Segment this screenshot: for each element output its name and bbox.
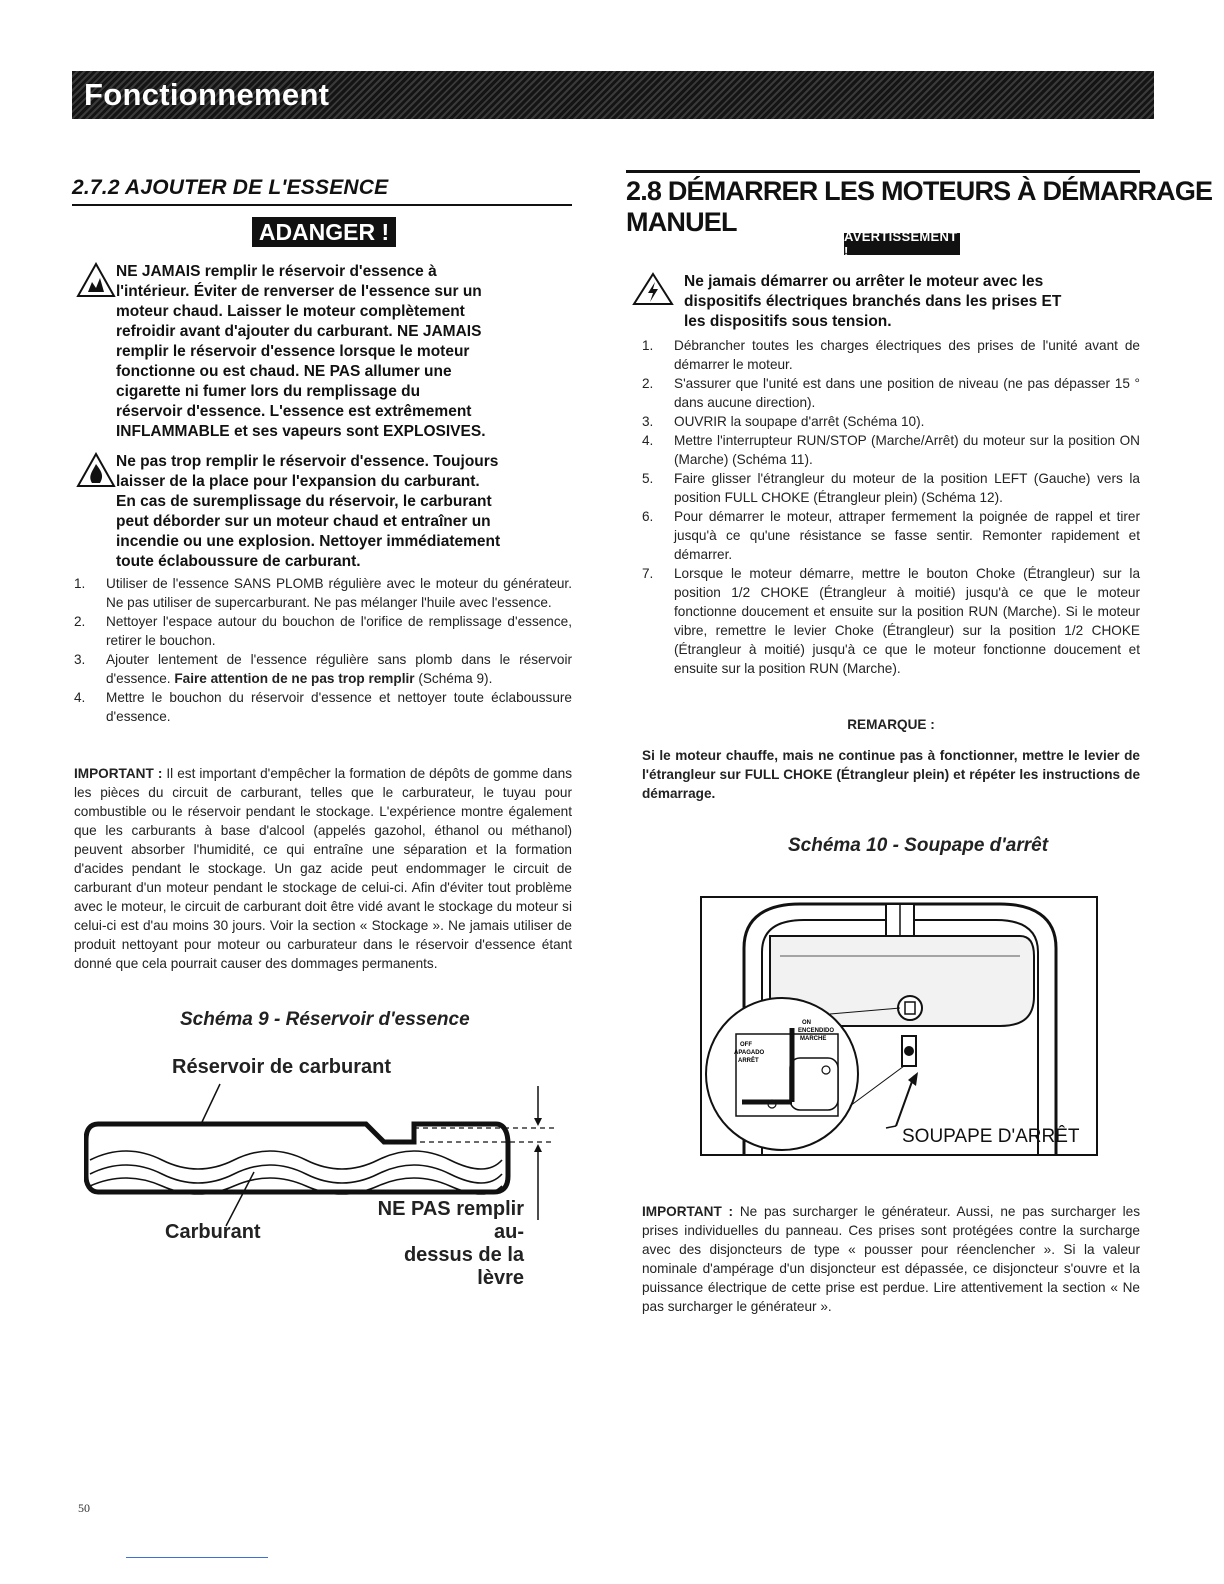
danger-line: l'intérieur. Éviter de renverser de l'essence sur un bbox=[116, 283, 482, 300]
fuel-valve-diagram bbox=[700, 896, 1100, 1158]
figure-10-caption: Schéma 10 - Soupape d'arrêt bbox=[788, 835, 1049, 856]
danger-text-1 bbox=[76, 262, 576, 442]
warning-line: Ne jamais démarrer ou arrêter le moteur avec les bbox=[684, 273, 1044, 290]
warning-label: AVERTISSEMENT ! bbox=[844, 229, 958, 259]
danger-line: fonctionne ou est chaud. NE PAS allumer une bbox=[116, 363, 452, 380]
shutoff-valve-label: SOUPAPE D'ARRÊT bbox=[902, 1126, 1080, 1147]
danger-line: moteur chaud. Laisser le moteur complètement bbox=[116, 303, 465, 320]
switch-label-marche: MARCHE bbox=[800, 1036, 827, 1042]
danger-line: incendie ou une explosion. Nettoyer immédiatement bbox=[116, 533, 501, 550]
list-item: 2. S'assurer que l'unité est dans une position de niveau (ne pas dépasser 15 ° dans aucune direction). bbox=[642, 376, 1140, 410]
list-item: 4. Mettre l'interrupteur RUN/STOP (Marche/Arrêt) du moteur sur la position ON (Marche) (Schéma 11). bbox=[642, 433, 1140, 467]
warning-text bbox=[636, 272, 1144, 332]
section-title-2-8: 2.8 DÉMARRER LES MOTEURS À DÉMARRAGE MANUEL bbox=[626, 176, 1213, 237]
danger-line: laisser de la place pour l'expansion du carburant. bbox=[116, 473, 480, 490]
switch-label-on: ON bbox=[802, 1020, 811, 1026]
start-steps-list bbox=[642, 336, 1140, 678]
list-item: 3. Ajouter lentement de l'essence régulière sans plomb dans le réservoir d'essence. Faire attention de ne pas trop remplir (Schéma 9). bbox=[74, 652, 572, 686]
switch-label-off: OFF bbox=[740, 1042, 752, 1048]
switch-label-apagado: APAGADO bbox=[734, 1050, 765, 1056]
warning-badge bbox=[844, 229, 960, 259]
list-item: 5. Faire glisser l'étrangleur du moteur de la position LEFT (Gauche) vers la position FULL CHOKE (Étrangleur plein) (Schéma 12). bbox=[642, 471, 1140, 505]
fuel-label: Carburant bbox=[165, 1221, 261, 1243]
danger-line: remplir le réservoir d'essence lorsque le moteur bbox=[116, 343, 470, 360]
danger-line: Ne pas trop remplir le réservoir d'essence. Toujours bbox=[116, 453, 499, 470]
section-rule-right bbox=[626, 170, 1140, 173]
danger-text-2 bbox=[76, 452, 576, 572]
tank-label: Réservoir de carburant bbox=[172, 1056, 391, 1078]
danger-line: toute éclaboussure de carburant. bbox=[116, 553, 361, 570]
note-text: Si le moteur chauffe, mais ne continue pas à fonctionner, mettre le levier de l'étrangleur sur FULL CHOKE (Étrangleur plein) et répéter les instructions de démarrage. bbox=[642, 748, 1140, 801]
important-paragraph-left: IMPORTANT : Il est important d'empêcher la formation de dépôts de gomme dans les pièces du circuit de carburant, telles que le carburateur, le tuyau pour combustible ou le réservoir pendant le stockage. L'expérience montre également que les carburants à base d'alcool (appelés gazohol, éthanol ou méthanol) peuvent absorber l'humidité, ce qui entraîne une séparation et la formation d'acides pendant le stockage. Un gaz acide peut endommager le circuit de carburant d'un moteur pendant le stockage de celui-ci. Afin d'éviter tout problème avec le moteur, le circuit de carburant doit être vidé avant le stockage du moteur si celui-ci est d'au moins 30 jours. Voir la section « Stockage ». Ne jamais utiliser de produit nettoyant pour moteur ou carburateur dans le réservoir d'essence étant donné que cela pourrait causer des dommages permanents. bbox=[74, 766, 573, 971]
fuel-steps-list bbox=[74, 574, 572, 726]
warning-line: les dispositifs sous tension. bbox=[684, 313, 892, 330]
warning-line: dispositifs électriques branchés dans les prises ET bbox=[684, 293, 1062, 310]
danger-line: peut déborder sur un moteur chaud et entraîner un bbox=[116, 513, 491, 530]
danger-line: réservoir d'essence. L'essence est extrêmement bbox=[116, 403, 472, 420]
danger-badge bbox=[252, 217, 396, 247]
switch-label-arret: ARRÊT bbox=[738, 1058, 759, 1064]
page-title: Fonctionnement bbox=[84, 77, 330, 112]
list-item: 2. Nettoyer l'espace autour du bouchon de l'orifice de remplissage d'essence, retirer le bouchon. bbox=[74, 614, 572, 648]
important-paragraph-right: IMPORTANT : Ne pas surcharger le générateur. Aussi, ne pas surcharger les prises individuelles du panneau. Ces prises sont protégées contre la surcharge avec des disjoncteurs de type « pousser pour réenclencher ». Si la valeur nominale d'ampérage d'un disjoncteur est dépassée, ce disjoncteur s'ouvre et la puissance électrique de cette prise est perdue. Lire attentivement la section « Ne pas surcharger le générateur ». bbox=[642, 1204, 1141, 1314]
overfill-warning-label: NE PAS remplir au- dessus de la lèvre bbox=[377, 1198, 524, 1289]
list-item: 7. Lorsque le moteur démarre, mettre le bouton Choke (Étrangleur) sur la position 1/2 CHOKE (Étrangleur à moitié) jusqu'à ce que le moteur fonctionne doucement et ensuite sur la position RUN (Marche). Si le moteur vibre, remettre le levier Choke (Étrangleur) sur la position 1/2 CHOKE (Étrangleur à moitié) jusqu'à ce que le moteur fonctionne doucement et ensuite sur la position RUN (Marche). bbox=[642, 566, 1140, 676]
list-item: 1. Débrancher toutes les charges électriques des prises de l'unité avant de démarrer le moteur. bbox=[642, 338, 1140, 372]
figure-9-caption: Schéma 9 - Réservoir d'essence bbox=[180, 1009, 470, 1030]
list-item: 6. Pour démarrer le moteur, attraper fermement la poignée de rappel et tirer jusqu'à ce qu'une résistance se fasse sentir. Remonter rapidement et démarrer. bbox=[642, 509, 1140, 562]
danger-line: NE JAMAIS remplir le réservoir d'essence à bbox=[116, 263, 437, 280]
switch-label-encendido: ENCENDIDO bbox=[798, 1028, 835, 1034]
danger-line: En cas de suremplissage du réservoir, le carburant bbox=[116, 493, 492, 510]
danger-label: ADANGER ! bbox=[258, 218, 390, 245]
footer-line bbox=[126, 1557, 268, 1558]
danger-line: refroidir avant d'ajouter du carburant. NE JAMAIS bbox=[116, 323, 482, 340]
list-item: 1. Utiliser de l'essence SANS PLOMB régulière avec le moteur du générateur. Ne pas utiliser de supercarburant. Ne pas mélanger l'huile avec l'essence. bbox=[74, 576, 572, 610]
danger-line: INFLAMMABLE et ses vapeurs sont EXPLOSIVES. bbox=[116, 423, 486, 440]
note-title: REMARQUE : bbox=[847, 717, 935, 732]
list-item: 4. Mettre le bouchon du réservoir d'essence et nettoyer toute éclaboussure d'essence. bbox=[74, 690, 572, 724]
page-number: 50 bbox=[78, 1501, 90, 1515]
section-title-2-7-2: 2.7.2 AJOUTER DE L'ESSENCE bbox=[72, 176, 389, 199]
list-item: 3. OUVRIR la soupape d'arrêt (Schéma 10). bbox=[642, 414, 925, 429]
danger-line: cigarette ni fumer lors du remplissage du bbox=[116, 383, 421, 400]
section-rule-left bbox=[72, 204, 572, 206]
